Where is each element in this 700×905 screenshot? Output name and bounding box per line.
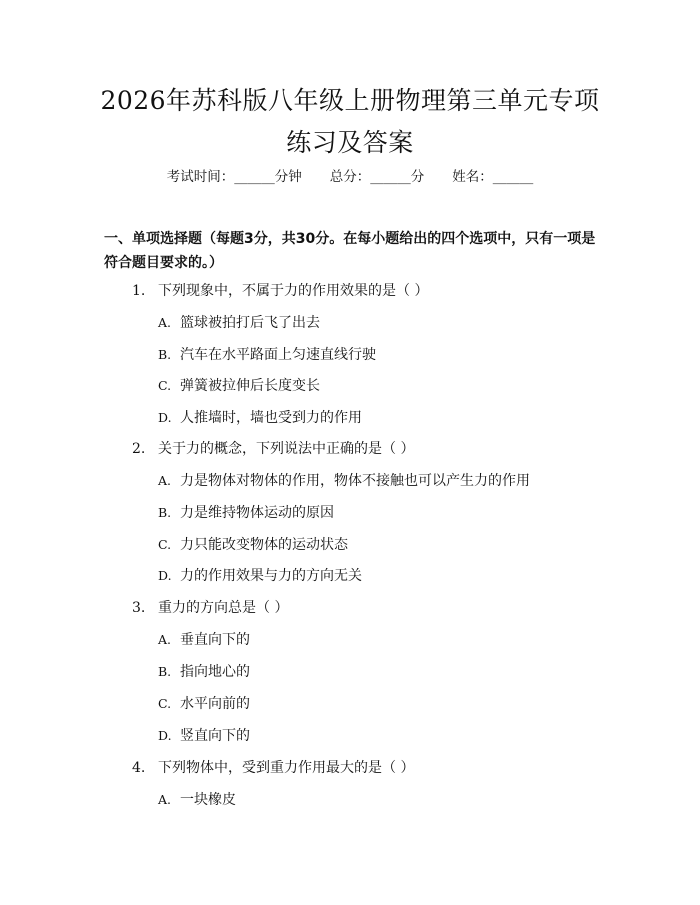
- option-text: 汽车在水平路面上匀速直线行驶: [180, 347, 376, 363]
- title-line-1: 2026年苏科版八年级上册物理第三单元专项: [100, 86, 600, 115]
- option-text: 力的作用效果与力的方向无关: [180, 568, 362, 584]
- question-3-option-b: [158, 662, 250, 682]
- option-text: 力是物体对物体的作用，物体不接触也可以产生力的作用: [180, 473, 530, 489]
- section-heading-line-1: 一、单项选择题（每题3分，共30分。在每小题给出的四个选项中，只有一项是: [104, 231, 596, 247]
- option-letter: D.: [158, 410, 172, 425]
- question-2-option-b: [158, 503, 334, 523]
- option-letter: A.: [158, 473, 172, 488]
- question-3-option-a: [158, 630, 250, 650]
- option-letter: C.: [158, 696, 172, 711]
- question-4-option-a: [158, 790, 236, 810]
- question-number: 4.: [132, 760, 146, 776]
- option-letter: A.: [158, 632, 172, 647]
- question-1-option-d: [158, 408, 362, 428]
- option-letter: B.: [158, 505, 172, 520]
- question-2: [132, 439, 414, 459]
- question-text: 重力的方向总是（ ）: [158, 600, 289, 616]
- exam-meta: [0, 166, 700, 188]
- question-2-option-a: [158, 471, 530, 491]
- option-text: 篮球被拍打后飞了出去: [180, 315, 320, 331]
- question-3-option-c: [158, 694, 250, 714]
- option-text: 一块橡皮: [180, 792, 236, 808]
- option-text: 水平向前的: [180, 696, 250, 712]
- title-line-2: 练习及答案: [286, 128, 414, 157]
- question-number: 1.: [132, 283, 146, 299]
- exam-time: 考试时间：______分钟: [166, 169, 302, 185]
- option-text: 力是维持物体运动的原因: [180, 505, 334, 521]
- option-text: 力只能改变物体的运动状态: [180, 537, 348, 553]
- option-text: 垂直向下的: [180, 632, 250, 648]
- option-letter: B.: [158, 664, 172, 679]
- option-letter: D.: [158, 728, 172, 743]
- option-letter: A.: [158, 315, 172, 330]
- question-text: 关于力的概念，下列说法中正确的是（ ）: [158, 441, 415, 457]
- question-1-option-b: [158, 345, 376, 365]
- option-text: 竖直向下的: [180, 728, 250, 744]
- question-3-option-d: [158, 726, 250, 746]
- option-letter: C.: [158, 378, 172, 393]
- option-text: 人推墙时，墙也受到力的作用: [180, 410, 362, 426]
- question-text: 下列现象中，不属于力的作用效果的是（ ）: [158, 283, 429, 299]
- option-letter: B.: [158, 347, 172, 362]
- option-letter: C.: [158, 537, 172, 552]
- question-1-option-c: [158, 376, 320, 396]
- question-2-option-c: [158, 535, 348, 555]
- option-text: 弹簧被拉伸后长度变长: [180, 378, 320, 394]
- question-3: [132, 598, 288, 618]
- option-letter: D.: [158, 568, 172, 583]
- question-2-option-d: [158, 566, 362, 586]
- student-name: 姓名：______: [452, 169, 534, 185]
- option-letter: A.: [158, 792, 172, 807]
- question-text: 下列物体中，受到重力作用最大的是（ ）: [158, 760, 415, 776]
- question-4: [132, 758, 414, 778]
- option-text: 指向地心的: [180, 664, 250, 680]
- question-number: 2.: [132, 441, 146, 457]
- document-title: [60, 80, 640, 164]
- exam-score: 总分：______分: [329, 169, 425, 185]
- question-1-option-a: [158, 313, 320, 333]
- section-heading-line-2: 符合题目要求的。）: [104, 255, 223, 271]
- section-heading: [104, 227, 600, 275]
- question-1: [132, 281, 428, 301]
- question-number: 3.: [132, 600, 146, 616]
